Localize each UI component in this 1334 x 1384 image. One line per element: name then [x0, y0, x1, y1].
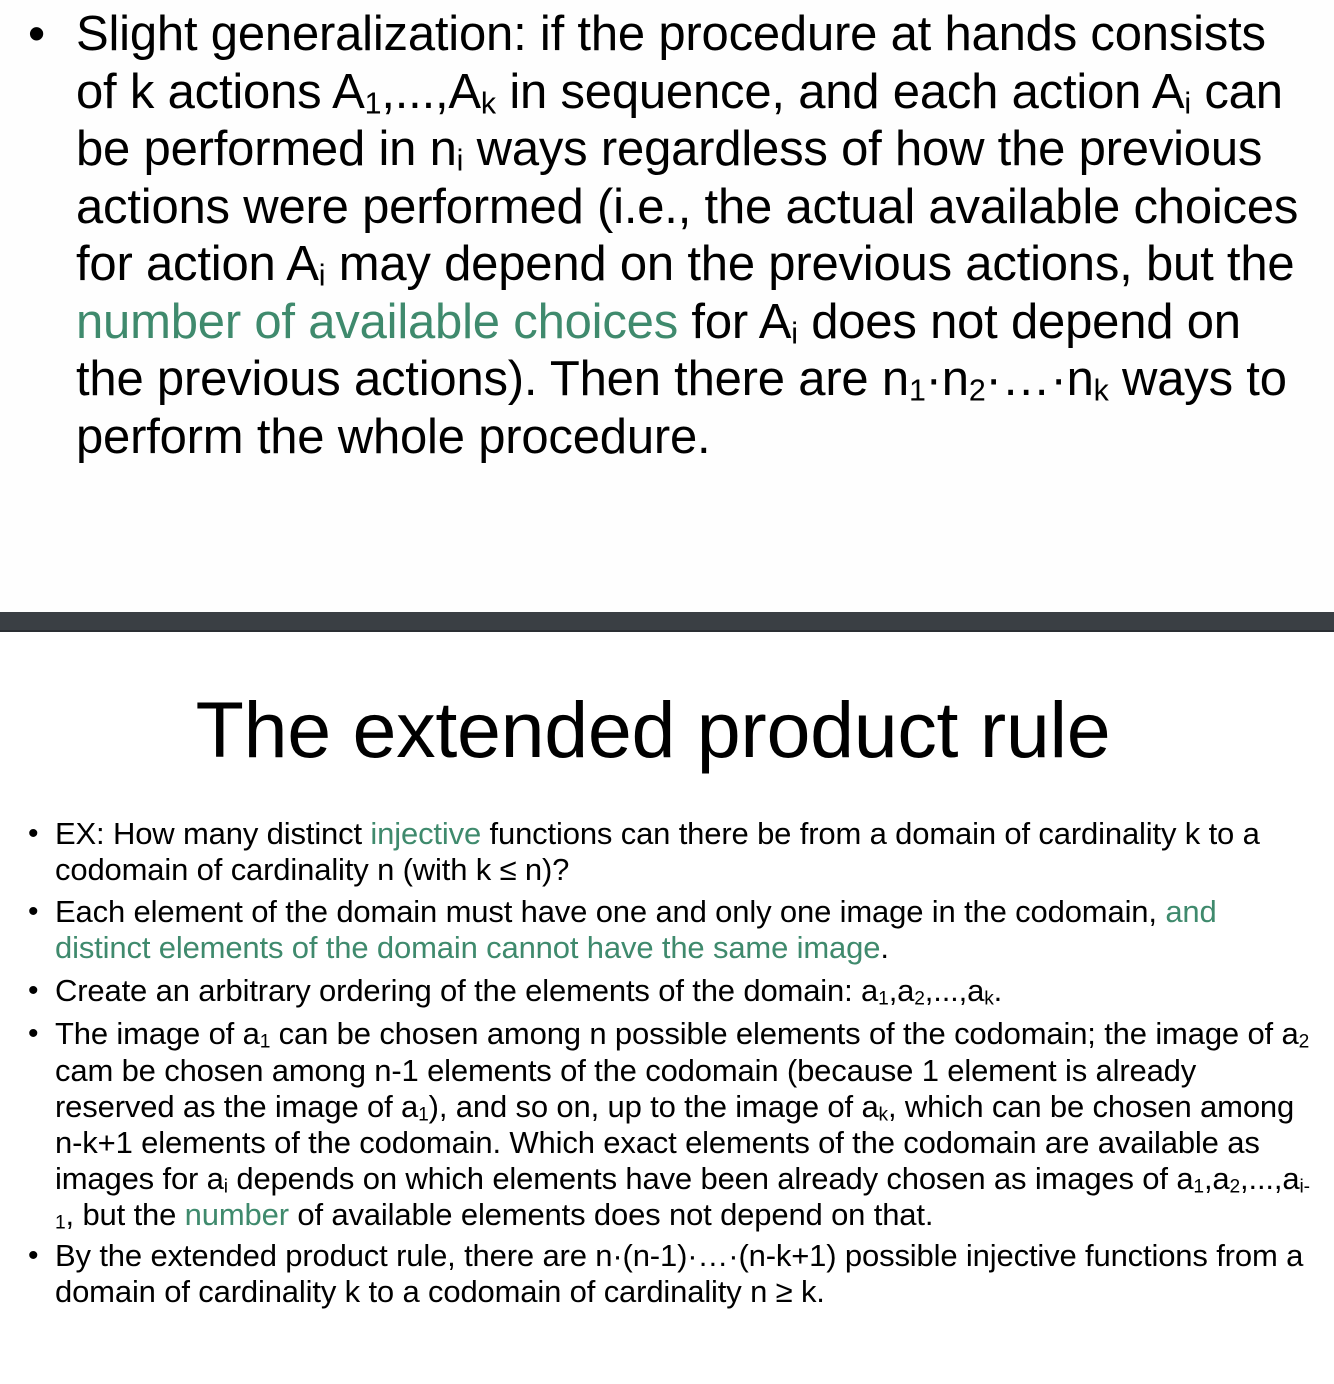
bullet-image-choices [28, 1016, 1318, 1233]
bullet-conclusion [28, 1238, 1318, 1310]
bullet-text: Each element of the domain must have one and only one image in the codomain, and distinct elements of the domain cannot have the same image. [55, 894, 1217, 966]
highlight-number-of-choices: number of available choices [76, 294, 679, 349]
top-bullet-list [28, 6, 1318, 466]
bullet-icon: • [28, 1017, 39, 1051]
highlight-distinct-images: and distinct elements of the domain cannot have the same image [55, 894, 1217, 966]
bullet-icon: • [28, 817, 39, 850]
bullet-text: By the extended product rule, there are n·(n-1)·…·(n-k+1) possible injective functions from a domain of cardinality k to a codomain of cardinality n ≥ k. [55, 1238, 1304, 1310]
bullet-text: The image of $a_1$ can be chosen among n possible elements of the codomain; the image of $a_2$ cam be chosen among n-1 elements of the codomain (because 1 element is already reserved as the image of $a_1$), and so on, up to the image of $a_k$, which can be chosen among n-k+1 elements of the codomain. Which exact elements of the codomain are available as images for $a_i$ depends on which elements have been already chosen as images of $a_1,a_2,...,a_{i-1}$, but the number of available elements does not depend on that. [55, 1016, 1310, 1234]
slide-divider [0, 612, 1334, 632]
bullet-icon: • [28, 895, 39, 929]
highlight-number: number [184, 1196, 289, 1232]
bullet-injective-definition [28, 894, 1318, 966]
slide-title: The extended product rule [195, 685, 1111, 774]
bullet-text: EX: How many distinct injective functions can there be from a domain of cardinality k to a codomain of cardinality n (with k ≤ n)? [55, 816, 1260, 888]
bullet-icon: • [28, 1239, 39, 1273]
bullet-icon: • [28, 7, 45, 61]
generalization-bullet [28, 6, 1318, 466]
slide-top [0, 0, 1334, 612]
slide-bottom [0, 632, 1334, 1384]
bullet-example-question [28, 816, 1318, 888]
bullet-ordering [28, 973, 1318, 1009]
bullet-icon: • [28, 974, 39, 1008]
highlight-injective: injective [370, 816, 482, 851]
bullet-text: Create an arbitrary ordering of the elements of the domain: $a_1,a_2,...,a_k$. [55, 973, 1003, 1010]
bullet-text: Slight generalization: if the procedure at hands consists of k actions $A_1,...,A_k$ in sequence, and each action $A_i$ can be performed in $n_i$ ways regardless of how the previous actions were performed (i.e., the actual available choices for action $A_i$ may depend on the previous actions, but the number of available choices for $A_i$ does not depend on the previous actions). Then there are $n_1\cdot n_2\cdot\dots\cdot n_k$ ways to perform the whole procedure. [76, 7, 1299, 464]
bottom-bullet-list [28, 816, 1318, 1316]
